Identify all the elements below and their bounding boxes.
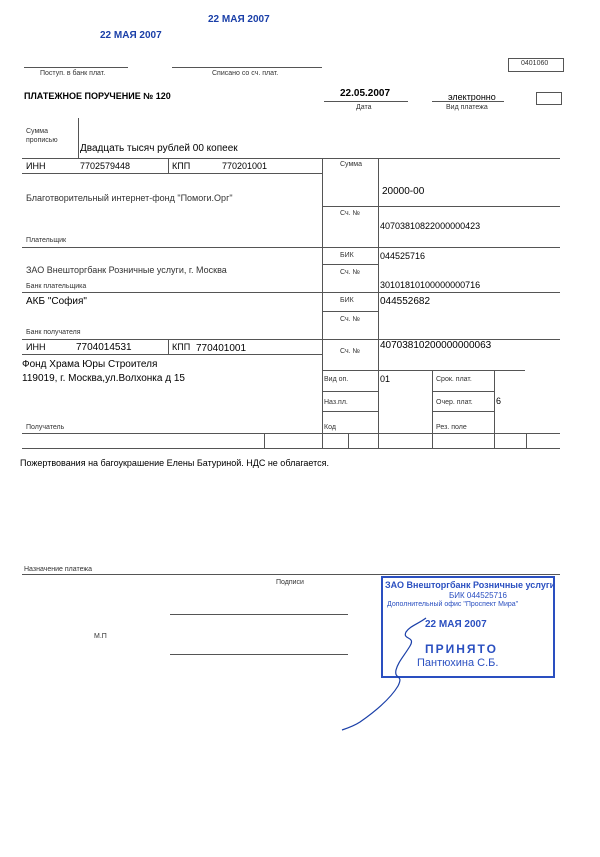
grid-line-11 <box>322 391 378 392</box>
payer-account: 40703810822000000423 <box>380 221 481 231</box>
payee-bank-name: АКБ "София" <box>26 296 87 307</box>
payee-kpp-label: КПП <box>172 342 191 352</box>
stamp-officer: Пантюхина С.Б. <box>417 657 499 669</box>
grid-line-9 <box>22 354 322 355</box>
signature-scribble-icon <box>340 612 440 732</box>
date-mark-left: 22 МАЯ 2007 <box>100 30 162 41</box>
payer-kpp-label: КПП <box>172 161 191 171</box>
payer-kpp: 770201001 <box>222 161 268 171</box>
grid-line-1 <box>22 158 560 159</box>
grid-line-15 <box>22 433 560 434</box>
document-title: ПЛАТЕЖНОЕ ПОРУЧЕНИЕ № 120 <box>24 91 171 101</box>
purpose-text: Пожертвования на багоукрашение Елены Батуриной. НДС не облагается. <box>20 458 330 468</box>
amount-words-label-1: Сумма <box>26 128 48 135</box>
payee-name: Фонд Храма Юры Строителя <box>22 359 158 370</box>
payee-bank-corr-label: Сч. № <box>340 316 361 323</box>
grid-vline-payee-kpp <box>168 339 169 354</box>
date-value: 22.05.2007 <box>340 88 391 99</box>
grid-line-12 <box>432 391 494 392</box>
payee-bank-role-label: Банк получателя <box>26 329 81 336</box>
date-mark-top: 22 МАЯ 2007 <box>208 14 270 25</box>
grid-line-5 <box>322 264 378 265</box>
purpose-code-label: Наз.пл. <box>324 399 348 406</box>
grid-line-13 <box>322 411 378 412</box>
payee-bank-bik: 044552682 <box>380 296 431 307</box>
grid-line-14 <box>432 411 494 412</box>
signatures-label: Подписи <box>276 579 304 586</box>
debited-line <box>172 67 322 68</box>
payer-bank-corr-label: Сч. № <box>340 269 361 276</box>
grid-vline-bottom-3 <box>526 433 527 448</box>
received-label: Поступ. в банк плат. <box>40 70 106 77</box>
grid-vline-main <box>322 158 323 448</box>
payer-inn-label: ИНН <box>26 161 46 171</box>
payer-inn: 7702579448 <box>80 161 131 171</box>
grid-vline-bottom-2 <box>348 433 349 448</box>
grid-line-6 <box>22 292 560 293</box>
form-code: 0401060 <box>521 60 549 67</box>
grid-line-4 <box>22 247 560 248</box>
payee-inn-label: ИНН <box>26 342 46 352</box>
op-type-label: Вид оп. <box>324 376 349 383</box>
payee-account-label: Сч. № <box>340 348 361 355</box>
payment-type-label: Вид платежа <box>446 104 488 111</box>
stamp-accepted: ПРИНЯТО <box>425 642 498 656</box>
grid-vline-bottom-1 <box>264 433 265 448</box>
term-label: Срок. плат. <box>436 376 472 383</box>
priority-label: Очер. плат. <box>436 399 473 406</box>
mp-label: М.П <box>94 633 107 640</box>
grid-vline-payer-kpp <box>168 158 169 173</box>
stamp-date: 22 МАЯ 2007 <box>425 619 487 630</box>
payee-address: 119019, г. Москва,ул.Волхонка д 15 <box>22 373 185 384</box>
date-line <box>324 101 408 102</box>
grid-vline-codes-2 <box>494 370 495 448</box>
payer-sum: 20000-00 <box>382 186 425 197</box>
op-type-value: 01 <box>380 374 391 384</box>
payer-role-label: Плательщик <box>26 237 67 244</box>
payee-inn: 7704014531 <box>76 342 132 353</box>
payee-kpp: 770401001 <box>196 343 247 354</box>
grid-line-2 <box>22 173 322 174</box>
grid-line-16 <box>22 448 560 449</box>
payment-type-value: электронно <box>448 92 496 102</box>
payer-bank-role-label: Банк плательщика <box>26 283 87 290</box>
code-label: Код <box>324 424 336 431</box>
stamp-office: Дополнительный офис "Проспект Мира" <box>387 601 519 608</box>
stamp-bik: БИК 044525716 <box>449 591 507 600</box>
priority-value: 6 <box>496 396 502 406</box>
signature-line-2 <box>170 654 348 655</box>
payer-account-label: Сч. № <box>340 210 361 217</box>
payer-sum-label: Сумма <box>340 161 362 168</box>
grid-vline-values <box>378 158 379 448</box>
payment-type-line <box>432 101 504 102</box>
payer-bank-bik-label: БИК <box>340 252 354 259</box>
payee-bank-bik-label: БИК <box>340 297 354 304</box>
payer-name: Благотворительный интернет-фонд "Помоги.Орг" <box>26 193 233 203</box>
debited-label: Списано со сч. плат. <box>212 70 279 77</box>
received-line <box>24 67 128 68</box>
small-box <box>536 92 562 105</box>
amount-words-divider <box>78 118 79 158</box>
signature-line-1 <box>170 614 348 615</box>
grid-line-7 <box>322 311 378 312</box>
grid-line-3 <box>322 206 560 207</box>
purpose-label: Назначение платежа <box>24 566 92 573</box>
date-label: Дата <box>356 104 372 111</box>
payer-bank-name: ЗАО Внешторгбанк Розничные услуги, г. Москва <box>26 265 227 275</box>
grid-vline-codes <box>432 370 433 448</box>
purpose-line <box>22 574 560 575</box>
amount-words-value: Двадцать тысяч рублей 00 копеек <box>80 143 238 154</box>
reserve-label: Рез. поле <box>436 424 467 431</box>
amount-words-label-2: прописью <box>26 137 58 144</box>
form-code-box <box>508 58 564 72</box>
payee-role-label: Получатель <box>26 424 65 431</box>
payee-account: 40703810200000000063 <box>380 340 492 351</box>
payer-bank-corr: 30101810100000000716 <box>380 280 481 290</box>
payer-bank-bik: 044525716 <box>380 251 426 261</box>
stamp-bank-name: ЗАО Внешторгбанк Розничные услуги <box>385 580 556 590</box>
